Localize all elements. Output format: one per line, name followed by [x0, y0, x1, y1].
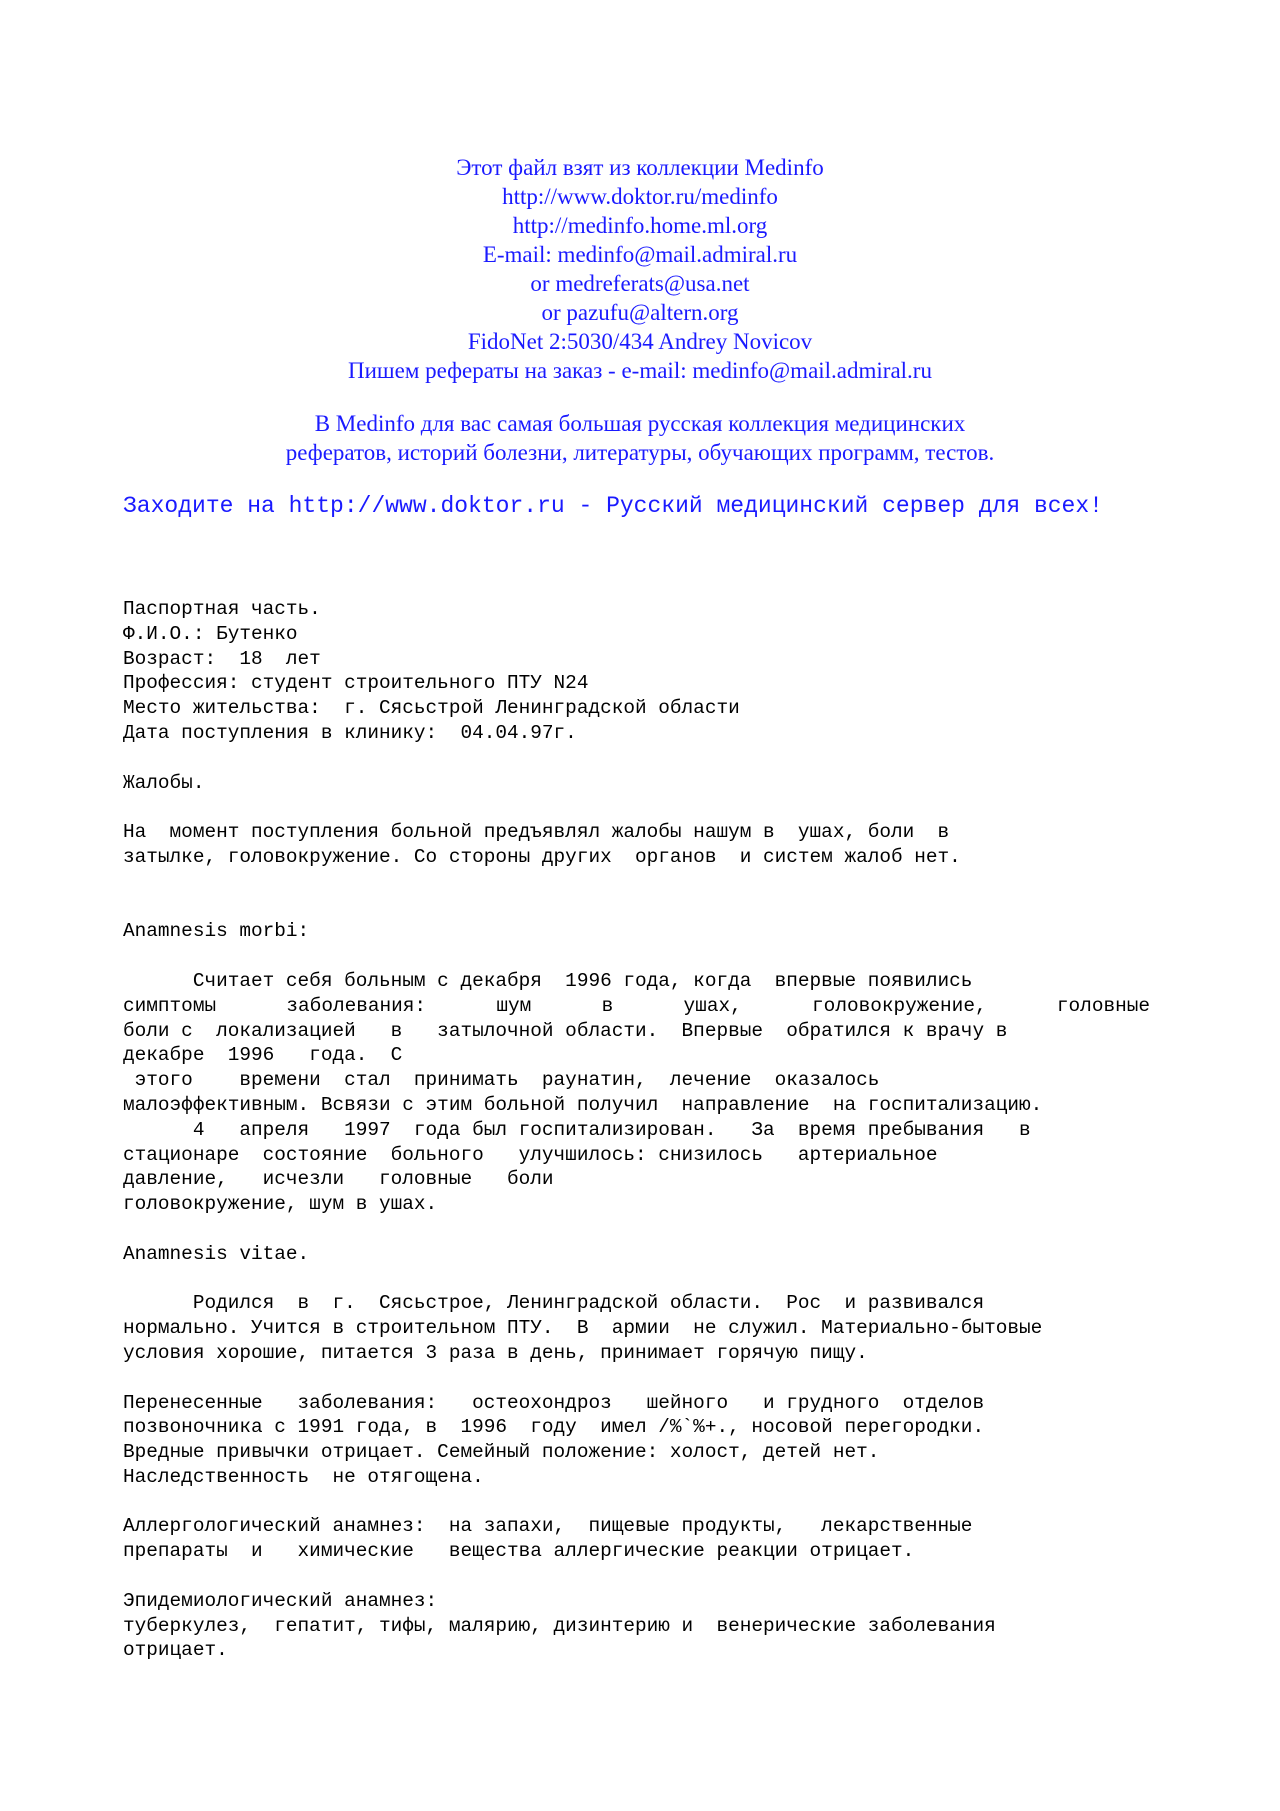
- anamnesis-morbi-line: симптомы заболевания: шум в ушах, головокружение, головные: [123, 994, 1150, 1017]
- anamnesis-morbi-line: давление, исчезли головные боли: [123, 1168, 554, 1191]
- promo-text: Заходите на http://www.doktor.ru - Русский медицинский сервер для всех!: [123, 493, 1103, 519]
- past-diseases-line: позвоночника с 1991 года, в 1996 году имел /%`%+., носовой перегородки.: [123, 1416, 985, 1439]
- anamnesis-morbi-line: малоэффективным. Всвязи с этим больной получил направление на госпитализацию.: [123, 1093, 1043, 1116]
- past-diseases-line: Наследственность не отягощена.: [123, 1465, 484, 1488]
- collection-header: [0, 153, 1280, 467]
- header-email: or medreferats@usa.net: [530, 271, 750, 296]
- anamnesis-morbi-line: 4 апреля 1997 года был госпитализирован. За время пребывания в: [123, 1118, 1031, 1141]
- anamnesis-morbi-line: Считает себя больным с декабря 1996 года, когда впервые появились: [123, 969, 973, 992]
- complaints-line: На момент поступления больной предъявлял жалобы нашум в ушах, боли в: [123, 821, 950, 844]
- header-fidonet: FidoNet 2:5030/434 Andrey Novicov: [467, 329, 813, 354]
- anamnesis-vitae-line: условия хорошие, питается 3 раза в день, принимает горячую пищу.: [123, 1341, 868, 1364]
- anamnesis-morbi-line: декабре 1996 года. С: [123, 1044, 403, 1067]
- allergy-line: препараты и химические вещества аллергические реакции отрицает.: [123, 1540, 915, 1563]
- header-link: http://www.doktor.ru/medinfo: [502, 184, 778, 209]
- anamnesis-morbi-line: головокружение, шум в ушах.: [123, 1193, 438, 1216]
- epidemiology-line: туберкулез, гепатит, тифы, малярию, дизинтерию и венерические заболевания: [123, 1614, 996, 1637]
- allergy-line: Аллергологический анамнез: на запахи, пищевые продукты, лекарственные: [123, 1515, 973, 1538]
- anamnesis-morbi-title: Anamnesis morbi:: [123, 920, 310, 943]
- anamnesis-vitae-line: Родился в г. Сясьстрое, Ленинградской области. Рос и развивался: [123, 1292, 985, 1315]
- anamnesis-morbi-line: стационаре состояние больного улучшилось: снизилось артериальное: [123, 1143, 938, 1166]
- past-diseases-line: Перенесенные заболевания: остеохондроз шейного и грудного отделов: [123, 1391, 985, 1414]
- complaints-line: затылке, головокружение. Со стороны других органов и систем жалоб нет.: [123, 845, 961, 868]
- anamnesis-morbi-line: боли с локализацией в затылочной области. Впервые обратился к врачу в: [123, 1019, 1008, 1042]
- passport-line: Дата поступления в клинику: 04.04.97г.: [123, 721, 577, 744]
- passport-line: Возраст: 18 лет: [123, 647, 321, 670]
- anamnesis-vitae-title: Anamnesis vitae.: [123, 1242, 310, 1265]
- header-email: E-mail: medinfo@mail.admiral.ru: [482, 242, 798, 267]
- header-line: Этот файл взят из коллекции Medinfo: [456, 155, 824, 180]
- header-order-line: Пишем рефераты на заказ - e-mail: medinfo@mail.admiral.ru: [348, 358, 932, 383]
- epidemiology-title: Эпидемиологический анамнез:: [123, 1589, 438, 1612]
- past-diseases-line: Вредные привычки отрицает. Семейный положение: холост, детей нет.: [123, 1441, 880, 1464]
- header-link: http://medinfo.home.ml.org: [512, 213, 768, 238]
- epidemiology-line: отрицает.: [123, 1639, 228, 1662]
- passport-line: Место жительства: г. Сясьстрой Ленинградской области: [123, 697, 740, 720]
- complaints-title: Жалобы.: [123, 771, 205, 794]
- header-about-line: рефератов, историй болезни, литературы, обучающих программ, тестов.: [285, 440, 995, 465]
- medical-history-body: [123, 597, 1163, 1663]
- passport-line: Ф.И.О.: Бутенко: [123, 622, 298, 645]
- header-about-line: В Medinfo для вас самая большая русская коллекция медицинских: [314, 411, 966, 436]
- passport-title: Паспортная часть.: [123, 598, 321, 620]
- anamnesis-vitae-line: нормально. Учится в строительном ПТУ. В армии не служил. Материально-бытовые: [123, 1317, 1043, 1340]
- passport-line: Профессия: студент строительного ПТУ N24: [123, 672, 589, 695]
- anamnesis-morbi-line: этого времени стал принимать раунатин, лечение оказалось: [123, 1069, 880, 1092]
- header-email: or pazufu@altern.org: [541, 300, 739, 325]
